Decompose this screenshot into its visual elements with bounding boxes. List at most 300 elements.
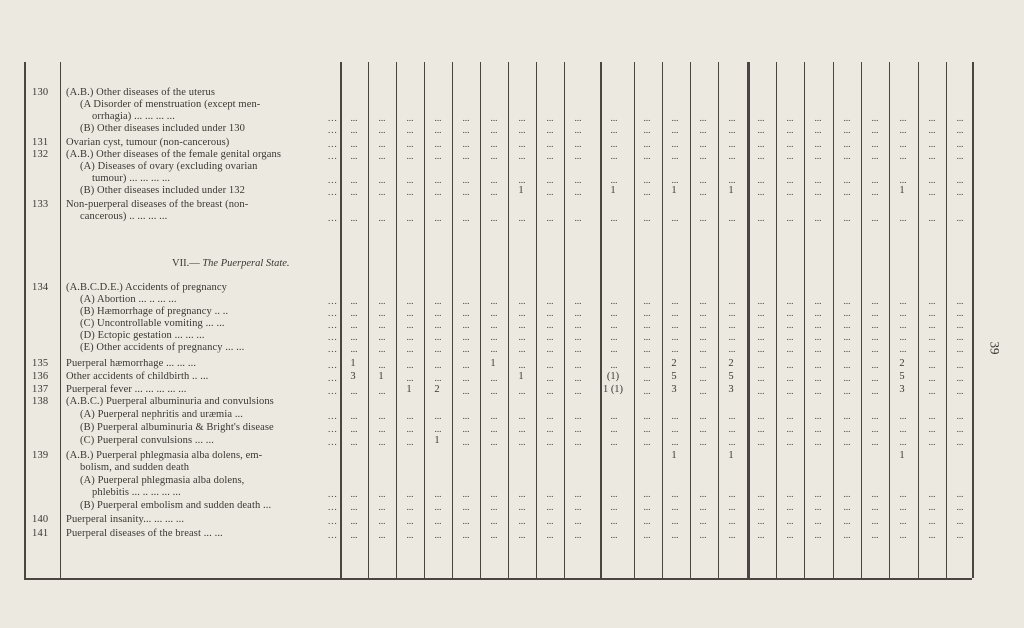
empty-cell-dots: ... (350, 187, 358, 197)
empty-cell-dots: ... (462, 502, 470, 512)
empty-cell-dots: ... (814, 175, 822, 185)
empty-cell-dots: ... (378, 489, 386, 499)
row-label: (B) Puerperal embolism and sudden death ... (80, 500, 272, 511)
empty-cell-dots: ... (757, 502, 765, 512)
leader-dots: ... (328, 151, 338, 161)
leader-dots: ... (328, 424, 338, 434)
empty-cell-dots: ... (757, 344, 765, 354)
empty-cell-dots: ... (728, 139, 736, 149)
empty-cell-dots: ... (699, 113, 707, 123)
empty-cell-dots: ... (434, 516, 442, 526)
empty-cell-dots: ... (518, 332, 526, 342)
empty-cell-dots: ... (610, 125, 618, 135)
empty-cell-dots: ... (378, 344, 386, 354)
section-title-italic: The Puerperal State. (202, 258, 290, 269)
empty-cell-dots: ... (786, 296, 794, 306)
empty-cell-dots: ... (814, 530, 822, 540)
row-label: (D) Ectopic gestation ... ... ... (80, 330, 205, 341)
empty-cell-dots: ... (518, 175, 526, 185)
empty-cell-dots: ... (490, 139, 498, 149)
empty-cell-dots: ... (350, 424, 358, 434)
empty-cell-dots: ... (956, 151, 964, 161)
empty-cell-dots: ... (574, 360, 582, 370)
empty-cell-dots: ... (490, 386, 498, 396)
empty-cell-dots: ... (786, 373, 794, 383)
empty-cell-dots: ... (610, 320, 618, 330)
empty-cell-dots: ... (643, 489, 651, 499)
empty-cell-dots: ... (928, 175, 936, 185)
empty-cell-dots: ... (378, 530, 386, 540)
empty-cell-dots: ... (956, 489, 964, 499)
row-label: (A Disorder of menstruation (except men- (80, 99, 261, 110)
empty-cell-dots: ... (843, 151, 851, 161)
empty-cell-dots: ... (378, 187, 386, 197)
empty-cell-dots: ... (610, 113, 618, 123)
empty-cell-dots: ... (546, 424, 554, 434)
empty-cell-dots: ... (350, 296, 358, 306)
empty-cell-dots: ... (843, 308, 851, 318)
data-cell: 1 (899, 450, 905, 461)
empty-cell-dots: ... (434, 332, 442, 342)
empty-cell-dots: ... (928, 296, 936, 306)
row-label: (A) Puerperal phlegmasia alba dolens, (80, 475, 245, 486)
data-cell: 1 (434, 435, 440, 446)
empty-cell-dots: ... (699, 332, 707, 342)
empty-cell-dots: ... (434, 113, 442, 123)
row-label: (A.B.C.) Puerperal albuminuria and convulsions (66, 396, 274, 407)
empty-cell-dots: ... (671, 296, 679, 306)
row-label: (E) Other accidents of pregnancy ... ... (80, 342, 245, 353)
row-label: bolism, and sudden death (80, 462, 190, 473)
leader-dots: ... (328, 344, 338, 354)
empty-cell-dots: ... (928, 530, 936, 540)
empty-cell-dots: ... (643, 213, 651, 223)
row-label: (B) Other diseases included under 130 (80, 123, 245, 134)
empty-cell-dots: ... (956, 139, 964, 149)
empty-cell-dots: ... (814, 344, 822, 354)
empty-cell-dots: ... (699, 125, 707, 135)
empty-cell-dots: ... (671, 175, 679, 185)
empty-cell-dots: ... (728, 151, 736, 161)
empty-cell-dots: ... (728, 113, 736, 123)
empty-cell-dots: ... (574, 530, 582, 540)
empty-cell-dots: ... (518, 516, 526, 526)
empty-cell-dots: ... (757, 187, 765, 197)
empty-cell-dots: ... (814, 308, 822, 318)
empty-cell-dots: ... (871, 437, 879, 447)
empty-cell-dots: ... (378, 332, 386, 342)
empty-cell-dots: ... (518, 424, 526, 434)
row-label: (A.B.) Puerperal phlegmasia alba dolens, em- (66, 450, 263, 461)
row-number: 139 (32, 450, 49, 461)
empty-cell-dots: ... (899, 113, 907, 123)
empty-cell-dots: ... (728, 332, 736, 342)
empty-cell-dots: ... (899, 332, 907, 342)
empty-cell-dots: ... (643, 296, 651, 306)
empty-cell-dots: ... (786, 502, 794, 512)
section-title: VII.— (172, 258, 200, 269)
empty-cell-dots: ... (462, 516, 470, 526)
empty-cell-dots: ... (546, 516, 554, 526)
empty-cell-dots: ... (843, 516, 851, 526)
empty-cell-dots: ... (871, 424, 879, 434)
empty-cell-dots: ... (757, 213, 765, 223)
empty-cell-dots: ... (757, 530, 765, 540)
empty-cell-dots: ... (956, 320, 964, 330)
data-cell: 1 (406, 384, 412, 395)
empty-cell-dots: ... (843, 139, 851, 149)
empty-cell-dots: ... (518, 360, 526, 370)
empty-cell-dots: ... (871, 151, 879, 161)
empty-cell-dots: ... (871, 332, 879, 342)
empty-cell-dots: ... (643, 360, 651, 370)
empty-cell-dots: ... (671, 308, 679, 318)
empty-cell-dots: ... (728, 125, 736, 135)
empty-cell-dots: ... (518, 344, 526, 354)
empty-cell-dots: ... (814, 411, 822, 421)
data-cell: (1) (606, 371, 620, 382)
empty-cell-dots: ... (434, 187, 442, 197)
empty-cell-dots: ... (757, 296, 765, 306)
empty-cell-dots: ... (406, 151, 414, 161)
empty-cell-dots: ... (671, 320, 679, 330)
empty-cell-dots: ... (518, 151, 526, 161)
row-label: (B) Hæmorrhage of pregnancy .. .. (80, 306, 229, 317)
row-label: Ovarian cyst, tumour (non-cancerous) (66, 137, 230, 148)
empty-cell-dots: ... (546, 125, 554, 135)
empty-cell-dots: ... (434, 320, 442, 330)
empty-cell-dots: ... (928, 360, 936, 370)
empty-cell-dots: ... (757, 320, 765, 330)
empty-cell-dots: ... (643, 373, 651, 383)
empty-cell-dots: ... (843, 125, 851, 135)
empty-cell-dots: ... (928, 213, 936, 223)
empty-cell-dots: ... (843, 530, 851, 540)
empty-cell-dots: ... (843, 502, 851, 512)
empty-cell-dots: ... (699, 213, 707, 223)
empty-cell-dots: ... (490, 332, 498, 342)
empty-cell-dots: ... (574, 344, 582, 354)
empty-cell-dots: ... (843, 175, 851, 185)
empty-cell-dots: ... (574, 113, 582, 123)
empty-cell-dots: ... (406, 502, 414, 512)
empty-cell-dots: ... (928, 187, 936, 197)
empty-cell-dots: ... (843, 489, 851, 499)
empty-cell-dots: ... (490, 320, 498, 330)
empty-cell-dots: ... (843, 320, 851, 330)
empty-cell-dots: ... (928, 489, 936, 499)
empty-cell-dots: ... (728, 437, 736, 447)
empty-cell-dots: ... (546, 411, 554, 421)
row-number: 140 (32, 514, 49, 525)
row-label: Puerperal insanity... ... ... ... (66, 514, 185, 525)
empty-cell-dots: ... (574, 502, 582, 512)
empty-cell-dots: ... (899, 344, 907, 354)
empty-cell-dots: ... (671, 139, 679, 149)
empty-cell-dots: ... (928, 113, 936, 123)
empty-cell-dots: ... (462, 213, 470, 223)
row-number: 135 (32, 358, 49, 369)
empty-cell-dots: ... (843, 113, 851, 123)
empty-cell-dots: ... (786, 530, 794, 540)
empty-cell-dots: ... (490, 411, 498, 421)
empty-cell-dots: ... (378, 386, 386, 396)
empty-cell-dots: ... (699, 489, 707, 499)
empty-cell-dots: ... (610, 175, 618, 185)
empty-cell-dots: ... (546, 213, 554, 223)
row-label: (B) Puerperal albuminuria & Bright's disease (80, 422, 274, 433)
empty-cell-dots: ... (378, 424, 386, 434)
empty-cell-dots: ... (643, 437, 651, 447)
empty-cell-dots: ... (610, 516, 618, 526)
leader-dots: ... (328, 308, 338, 318)
leader-dots: ... (328, 489, 338, 499)
empty-cell-dots: ... (728, 296, 736, 306)
empty-cell-dots: ... (843, 437, 851, 447)
empty-cell-dots: ... (546, 489, 554, 499)
empty-cell-dots: ... (699, 424, 707, 434)
empty-cell-dots: ... (434, 125, 442, 135)
empty-cell-dots: ... (928, 437, 936, 447)
empty-cell-dots: ... (518, 113, 526, 123)
empty-cell-dots: ... (378, 516, 386, 526)
data-cell: 5 (899, 371, 905, 382)
data-cell: 1 (518, 371, 524, 382)
empty-cell-dots: ... (757, 437, 765, 447)
empty-cell-dots: ... (546, 187, 554, 197)
row-number: 131 (32, 137, 49, 148)
empty-cell-dots: ... (434, 411, 442, 421)
empty-cell-dots: ... (671, 502, 679, 512)
empty-cell-dots: ... (462, 373, 470, 383)
empty-cell-dots: ... (956, 308, 964, 318)
empty-cell-dots: ... (610, 296, 618, 306)
empty-cell-dots: ... (434, 360, 442, 370)
empty-cell-dots: ... (699, 411, 707, 421)
empty-cell-dots: ... (871, 125, 879, 135)
row-label: (C) Uncontrollable vomiting ... ... (80, 318, 225, 329)
leader-dots: ... (328, 530, 338, 540)
empty-cell-dots: ... (406, 437, 414, 447)
empty-cell-dots: ... (406, 175, 414, 185)
empty-cell-dots: ... (462, 360, 470, 370)
empty-cell-dots: ... (956, 332, 964, 342)
empty-cell-dots: ... (643, 175, 651, 185)
empty-cell-dots: ... (350, 344, 358, 354)
empty-cell-dots: ... (871, 308, 879, 318)
empty-cell-dots: ... (671, 411, 679, 421)
empty-cell-dots: ... (814, 139, 822, 149)
empty-cell-dots: ... (956, 424, 964, 434)
empty-cell-dots: ... (490, 113, 498, 123)
empty-cell-dots: ... (956, 411, 964, 421)
empty-cell-dots: ... (757, 411, 765, 421)
empty-cell-dots: ... (462, 151, 470, 161)
empty-cell-dots: ... (462, 411, 470, 421)
empty-cell-dots: ... (434, 139, 442, 149)
empty-cell-dots: ... (757, 175, 765, 185)
empty-cell-dots: ... (814, 187, 822, 197)
empty-cell-dots: ... (814, 113, 822, 123)
empty-cell-dots: ... (814, 502, 822, 512)
empty-cell-dots: ... (956, 386, 964, 396)
empty-cell-dots: ... (490, 151, 498, 161)
empty-cell-dots: ... (928, 332, 936, 342)
empty-cell-dots: ... (956, 187, 964, 197)
empty-cell-dots: ... (899, 411, 907, 421)
empty-cell-dots: ... (462, 530, 470, 540)
empty-cell-dots: ... (518, 530, 526, 540)
empty-cell-dots: ... (546, 151, 554, 161)
empty-cell-dots: ... (610, 308, 618, 318)
empty-cell-dots: ... (574, 175, 582, 185)
empty-cell-dots: ... (871, 516, 879, 526)
empty-cell-dots: ... (699, 373, 707, 383)
data-cell: 1 (1) (602, 384, 624, 395)
empty-cell-dots: ... (462, 139, 470, 149)
empty-cell-dots: ... (610, 151, 618, 161)
empty-cell-dots: ... (899, 213, 907, 223)
empty-cell-dots: ... (406, 344, 414, 354)
empty-cell-dots: ... (546, 296, 554, 306)
empty-cell-dots: ... (350, 386, 358, 396)
empty-cell-dots: ... (574, 320, 582, 330)
empty-cell-dots: ... (574, 187, 582, 197)
empty-cell-dots: ... (434, 530, 442, 540)
leader-dots: ... (328, 437, 338, 447)
empty-cell-dots: ... (490, 502, 498, 512)
empty-cell-dots: ... (434, 213, 442, 223)
empty-cell-dots: ... (406, 139, 414, 149)
empty-cell-dots: ... (871, 320, 879, 330)
empty-cell-dots: ... (814, 125, 822, 135)
empty-cell-dots: ... (378, 125, 386, 135)
empty-cell-dots: ... (406, 489, 414, 499)
empty-cell-dots: ... (610, 360, 618, 370)
empty-cell-dots: ... (462, 296, 470, 306)
empty-cell-dots: ... (378, 411, 386, 421)
empty-cell-dots: ... (786, 332, 794, 342)
row-number: 141 (32, 528, 49, 539)
empty-cell-dots: ... (699, 344, 707, 354)
leader-dots: ... (328, 187, 338, 197)
data-cell: 2 (728, 358, 734, 369)
empty-cell-dots: ... (643, 113, 651, 123)
empty-cell-dots: ... (871, 175, 879, 185)
empty-cell-dots: ... (490, 175, 498, 185)
empty-cell-dots: ... (786, 320, 794, 330)
empty-cell-dots: ... (406, 373, 414, 383)
empty-cell-dots: ... (518, 125, 526, 135)
empty-cell-dots: ... (671, 332, 679, 342)
page-number: 39 (987, 341, 1003, 355)
empty-cell-dots: ... (490, 344, 498, 354)
empty-cell-dots: ... (643, 424, 651, 434)
empty-cell-dots: ... (928, 139, 936, 149)
empty-cell-dots: ... (574, 332, 582, 342)
empty-cell-dots: ... (671, 489, 679, 499)
data-cell: 1 (378, 371, 384, 382)
empty-cell-dots: ... (871, 213, 879, 223)
empty-cell-dots: ... (350, 308, 358, 318)
empty-cell-dots: ... (699, 320, 707, 330)
empty-cell-dots: ... (786, 139, 794, 149)
empty-cell-dots: ... (671, 530, 679, 540)
empty-cell-dots: ... (490, 489, 498, 499)
empty-cell-dots: ... (574, 139, 582, 149)
empty-cell-dots: ... (843, 373, 851, 383)
empty-cell-dots: ... (378, 113, 386, 123)
column-rule (60, 62, 61, 578)
empty-cell-dots: ... (728, 320, 736, 330)
empty-cell-dots: ... (956, 344, 964, 354)
empty-cell-dots: ... (378, 437, 386, 447)
empty-cell-dots: ... (462, 187, 470, 197)
empty-cell-dots: ... (757, 516, 765, 526)
empty-cell-dots: ... (462, 332, 470, 342)
leader-dots: ... (328, 320, 338, 330)
empty-cell-dots: ... (699, 187, 707, 197)
empty-cell-dots: ... (490, 296, 498, 306)
empty-cell-dots: ... (406, 530, 414, 540)
empty-cell-dots: ... (757, 373, 765, 383)
empty-cell-dots: ... (643, 151, 651, 161)
row-number: 130 (32, 87, 49, 98)
empty-cell-dots: ... (378, 320, 386, 330)
empty-cell-dots: ... (814, 489, 822, 499)
empty-cell-dots: ... (899, 175, 907, 185)
leader-dots: ... (328, 125, 338, 135)
row-rule (24, 578, 972, 580)
data-cell: 2 (671, 358, 677, 369)
leader-dots: ... (328, 139, 338, 149)
empty-cell-dots: ... (728, 411, 736, 421)
empty-cell-dots: ... (350, 332, 358, 342)
leader-dots: ... (328, 411, 338, 421)
empty-cell-dots: ... (434, 489, 442, 499)
empty-cell-dots: ... (899, 424, 907, 434)
empty-cell-dots: ... (843, 386, 851, 396)
empty-cell-dots: ... (462, 437, 470, 447)
empty-cell-dots: ... (671, 437, 679, 447)
empty-cell-dots: ... (757, 113, 765, 123)
column-rule (24, 62, 26, 578)
empty-cell-dots: ... (434, 502, 442, 512)
empty-cell-dots: ... (434, 151, 442, 161)
empty-cell-dots: ... (462, 113, 470, 123)
empty-cell-dots: ... (928, 373, 936, 383)
empty-cell-dots: ... (928, 308, 936, 318)
empty-cell-dots: ... (490, 187, 498, 197)
row-label: cancerous) .. ... ... ... (80, 211, 168, 222)
empty-cell-dots: ... (518, 411, 526, 421)
empty-cell-dots: ... (546, 373, 554, 383)
empty-cell-dots: ... (518, 139, 526, 149)
leader-dots: ... (328, 502, 338, 512)
empty-cell-dots: ... (728, 530, 736, 540)
leader-dots: ... (328, 373, 338, 383)
data-cell: 1 (490, 358, 496, 369)
row-label: (A) Puerperal nephritis and uræmia ... (80, 409, 244, 420)
empty-cell-dots: ... (899, 139, 907, 149)
data-cell: 1 (350, 358, 356, 369)
empty-cell-dots: ... (350, 113, 358, 123)
empty-cell-dots: ... (490, 125, 498, 135)
empty-cell-dots: ... (546, 320, 554, 330)
data-cell: 1 (518, 185, 524, 196)
row-number: 138 (32, 396, 49, 407)
empty-cell-dots: ... (786, 125, 794, 135)
